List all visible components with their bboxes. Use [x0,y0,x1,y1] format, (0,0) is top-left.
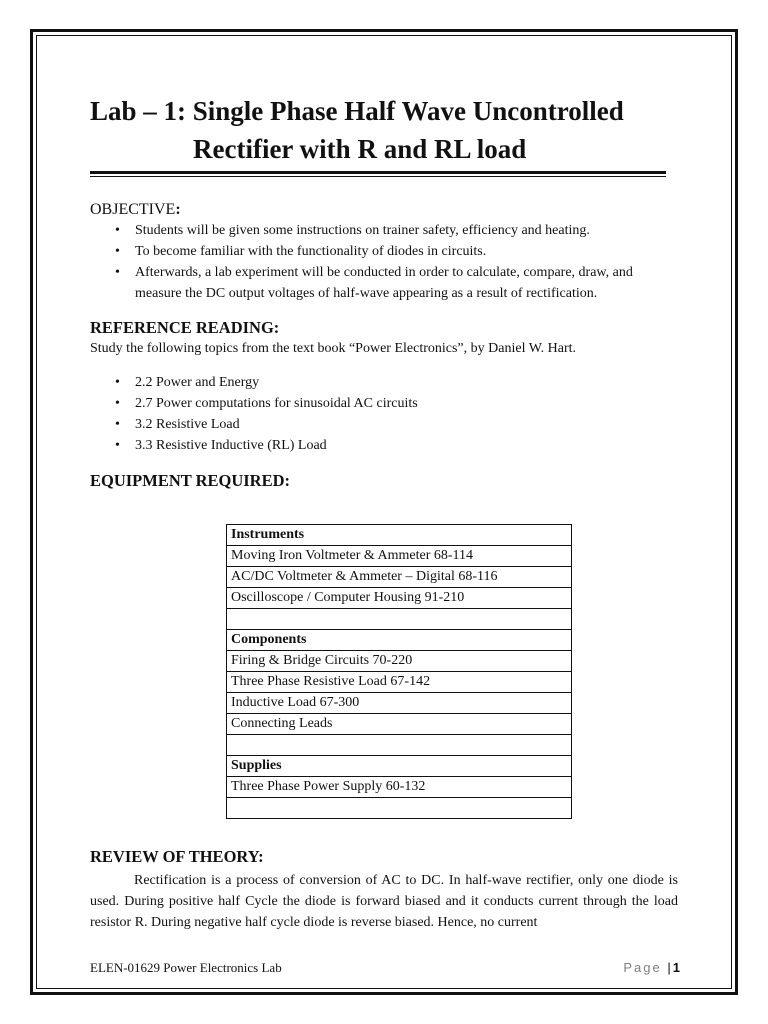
table-section-header: Supplies [227,756,572,777]
table-cell: AC/DC Voltmeter & Ammeter – Digital 68-116 [227,567,572,588]
table-section-header: Components [227,630,572,651]
table-cell: Inductive Load 67-300 [227,693,572,714]
reference-heading: REFERENCE READING: [90,318,280,337]
page-border-inner [36,35,732,989]
table-row [227,777,572,798]
reference-item: • 2.2 Power and Energy [90,372,682,393]
lab-title-line-1: Lab – 1: Single Phase Half Wave Uncontrolled [90,96,624,126]
table-row [227,672,572,693]
table-row [227,735,572,756]
table-row [227,798,572,819]
table-row [227,651,572,672]
table-cell: Firing & Bridge Circuits 70-220 [227,651,572,672]
objective-item: • To become familiar with the functionality of diodes in circuits. [90,241,682,262]
lab-title-line-2: Rectifier with R and RL load [193,134,527,164]
footer-page-number: 1 [672,960,680,975]
table-cell-empty [227,609,572,630]
theory-paragraph: Rectification is a process of conversion of AC to DC. In half-wave rectifier, only one diode is used. During positive half Cycle the diode is forward biased and it conducts current through the load resistor R. During negative half cycle diode is reverse biased. Hence, no current [90,873,678,930]
reference-item: • 2.7 Power computations for sinusoidal AC circuits [90,393,682,414]
reference-list [90,372,682,456]
reference-item: • 3.3 Resistive Inductive (RL) Load [90,435,682,456]
equipment-table [226,524,572,819]
title-divider [90,171,666,177]
table-row [227,609,572,630]
objective-heading-colon: : [175,201,181,218]
table-cell: Connecting Leads [227,714,572,735]
table-cell: Moving Iron Voltmeter & Ammeter 68-114 [227,546,572,567]
table-row [227,588,572,609]
lab-title [90,92,678,168]
objective-list [90,220,682,304]
table-row [227,567,572,588]
table-row [227,756,572,777]
footer-course: ELEN-01629 Power Electronics Lab [90,960,282,975]
table-cell: Three Phase Power Supply 60-132 [227,777,572,798]
table-row [227,630,572,651]
theory-heading: REVIEW OF THEORY: [90,847,264,866]
table-cell: Three Phase Resistive Load 67-142 [227,672,572,693]
table-row [227,714,572,735]
table-cell-empty [227,735,572,756]
table-cell-empty [227,798,572,819]
table-cell: Oscilloscope / Computer Housing 91-210 [227,588,572,609]
footer-separator: | [667,960,671,975]
reference-note: Study the following topics from the text book “Power Electronics”, by Daniel W. Hart. [90,341,577,356]
table-row [227,546,572,567]
objective-item: • Students will be given some instructions on trainer safety, efficiency and heating. [90,220,682,241]
objective-heading [90,201,181,219]
table-row [227,525,572,546]
objective-item: • Afterwards, a lab experiment will be conducted in order to calculate, compare, draw, and measure the DC output voltages of half-wave appearing as a result of rectification. [90,262,682,304]
footer-page-indicator [623,960,680,975]
reference-item: • 3.2 Resistive Load [90,414,682,435]
table-row [227,693,572,714]
table-section-header: Instruments [227,525,572,546]
footer-page-word: Page [623,960,662,975]
equipment-heading: EQUIPMENT REQUIRED: [90,471,291,490]
objective-heading-text: OBJECTIVE [90,201,176,218]
